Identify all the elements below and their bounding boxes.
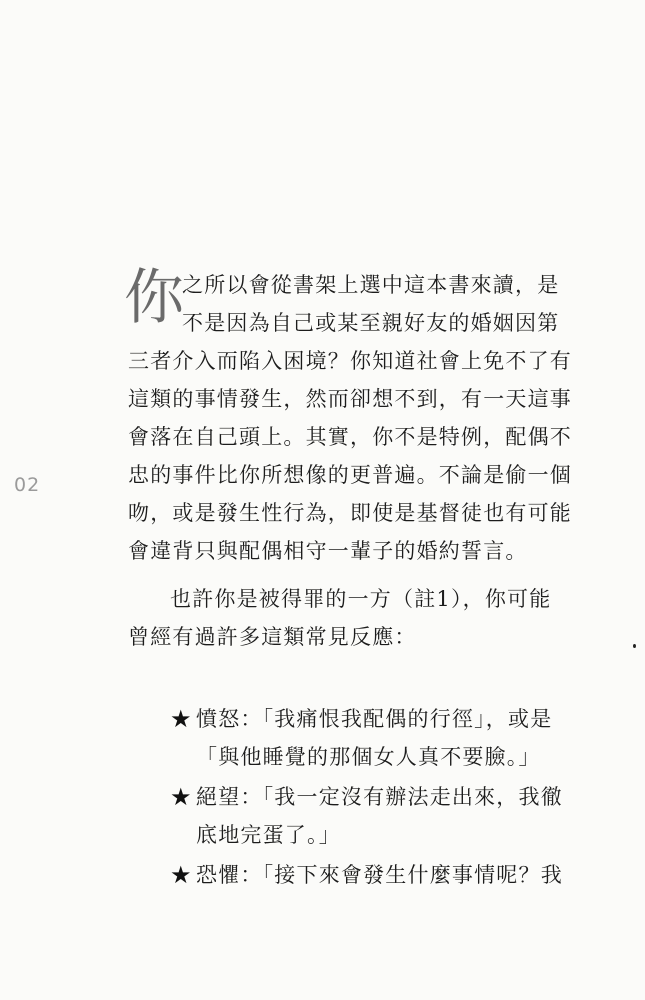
star-bullet-icon: ★ bbox=[170, 783, 192, 811]
reaction-line: 憤怒：「我痛恨我配偶的行徑」，或是 bbox=[196, 707, 553, 731]
reaction-line: 絕望：「我一定沒有辦法走出來，我徹 bbox=[196, 785, 563, 809]
page-number: 02 bbox=[14, 474, 41, 496]
text-line: 曾經有過許多這類常見反應： bbox=[128, 625, 417, 649]
reaction-line: 底地完蛋了。」 bbox=[196, 823, 341, 847]
text-line: 會落在自己頭上。其實，你不是特例，配偶不 bbox=[128, 425, 572, 449]
scan-speck bbox=[633, 644, 636, 648]
star-bullet-icon: ★ bbox=[170, 861, 192, 889]
drop-cap: 你 bbox=[124, 263, 184, 333]
star-bullet-icon: ★ bbox=[170, 705, 192, 733]
text-line: 不是因為自己或某至親好友的婚姻因第 bbox=[182, 311, 560, 335]
reaction-line: 「與他睡覺的那個女人真不要臉。」 bbox=[196, 745, 541, 769]
text-line: 忠的事件比你所想像的更普遍。不論是偷一個 bbox=[128, 463, 572, 487]
text-line: 之所以會從書架上選中這本書來讀，是 bbox=[182, 273, 560, 297]
text-line: 三者介入而陷入困境？你知道社會上免不了有 bbox=[128, 349, 572, 373]
text-line: 這類的事情發生，然而卻想不到，有一天這事 bbox=[128, 387, 572, 411]
text-line: 也許你是被得罪的一方（註1），你可能 bbox=[170, 587, 552, 611]
text-line: 吻，或是發生性行為，即使是基督徒也有可能 bbox=[128, 501, 572, 525]
reaction-line: 恐懼：「接下來會發生什麼事情呢？我 bbox=[196, 863, 563, 887]
text-line: 會違背只與配偶相守一輩子的婚約誓言。 bbox=[128, 539, 528, 563]
